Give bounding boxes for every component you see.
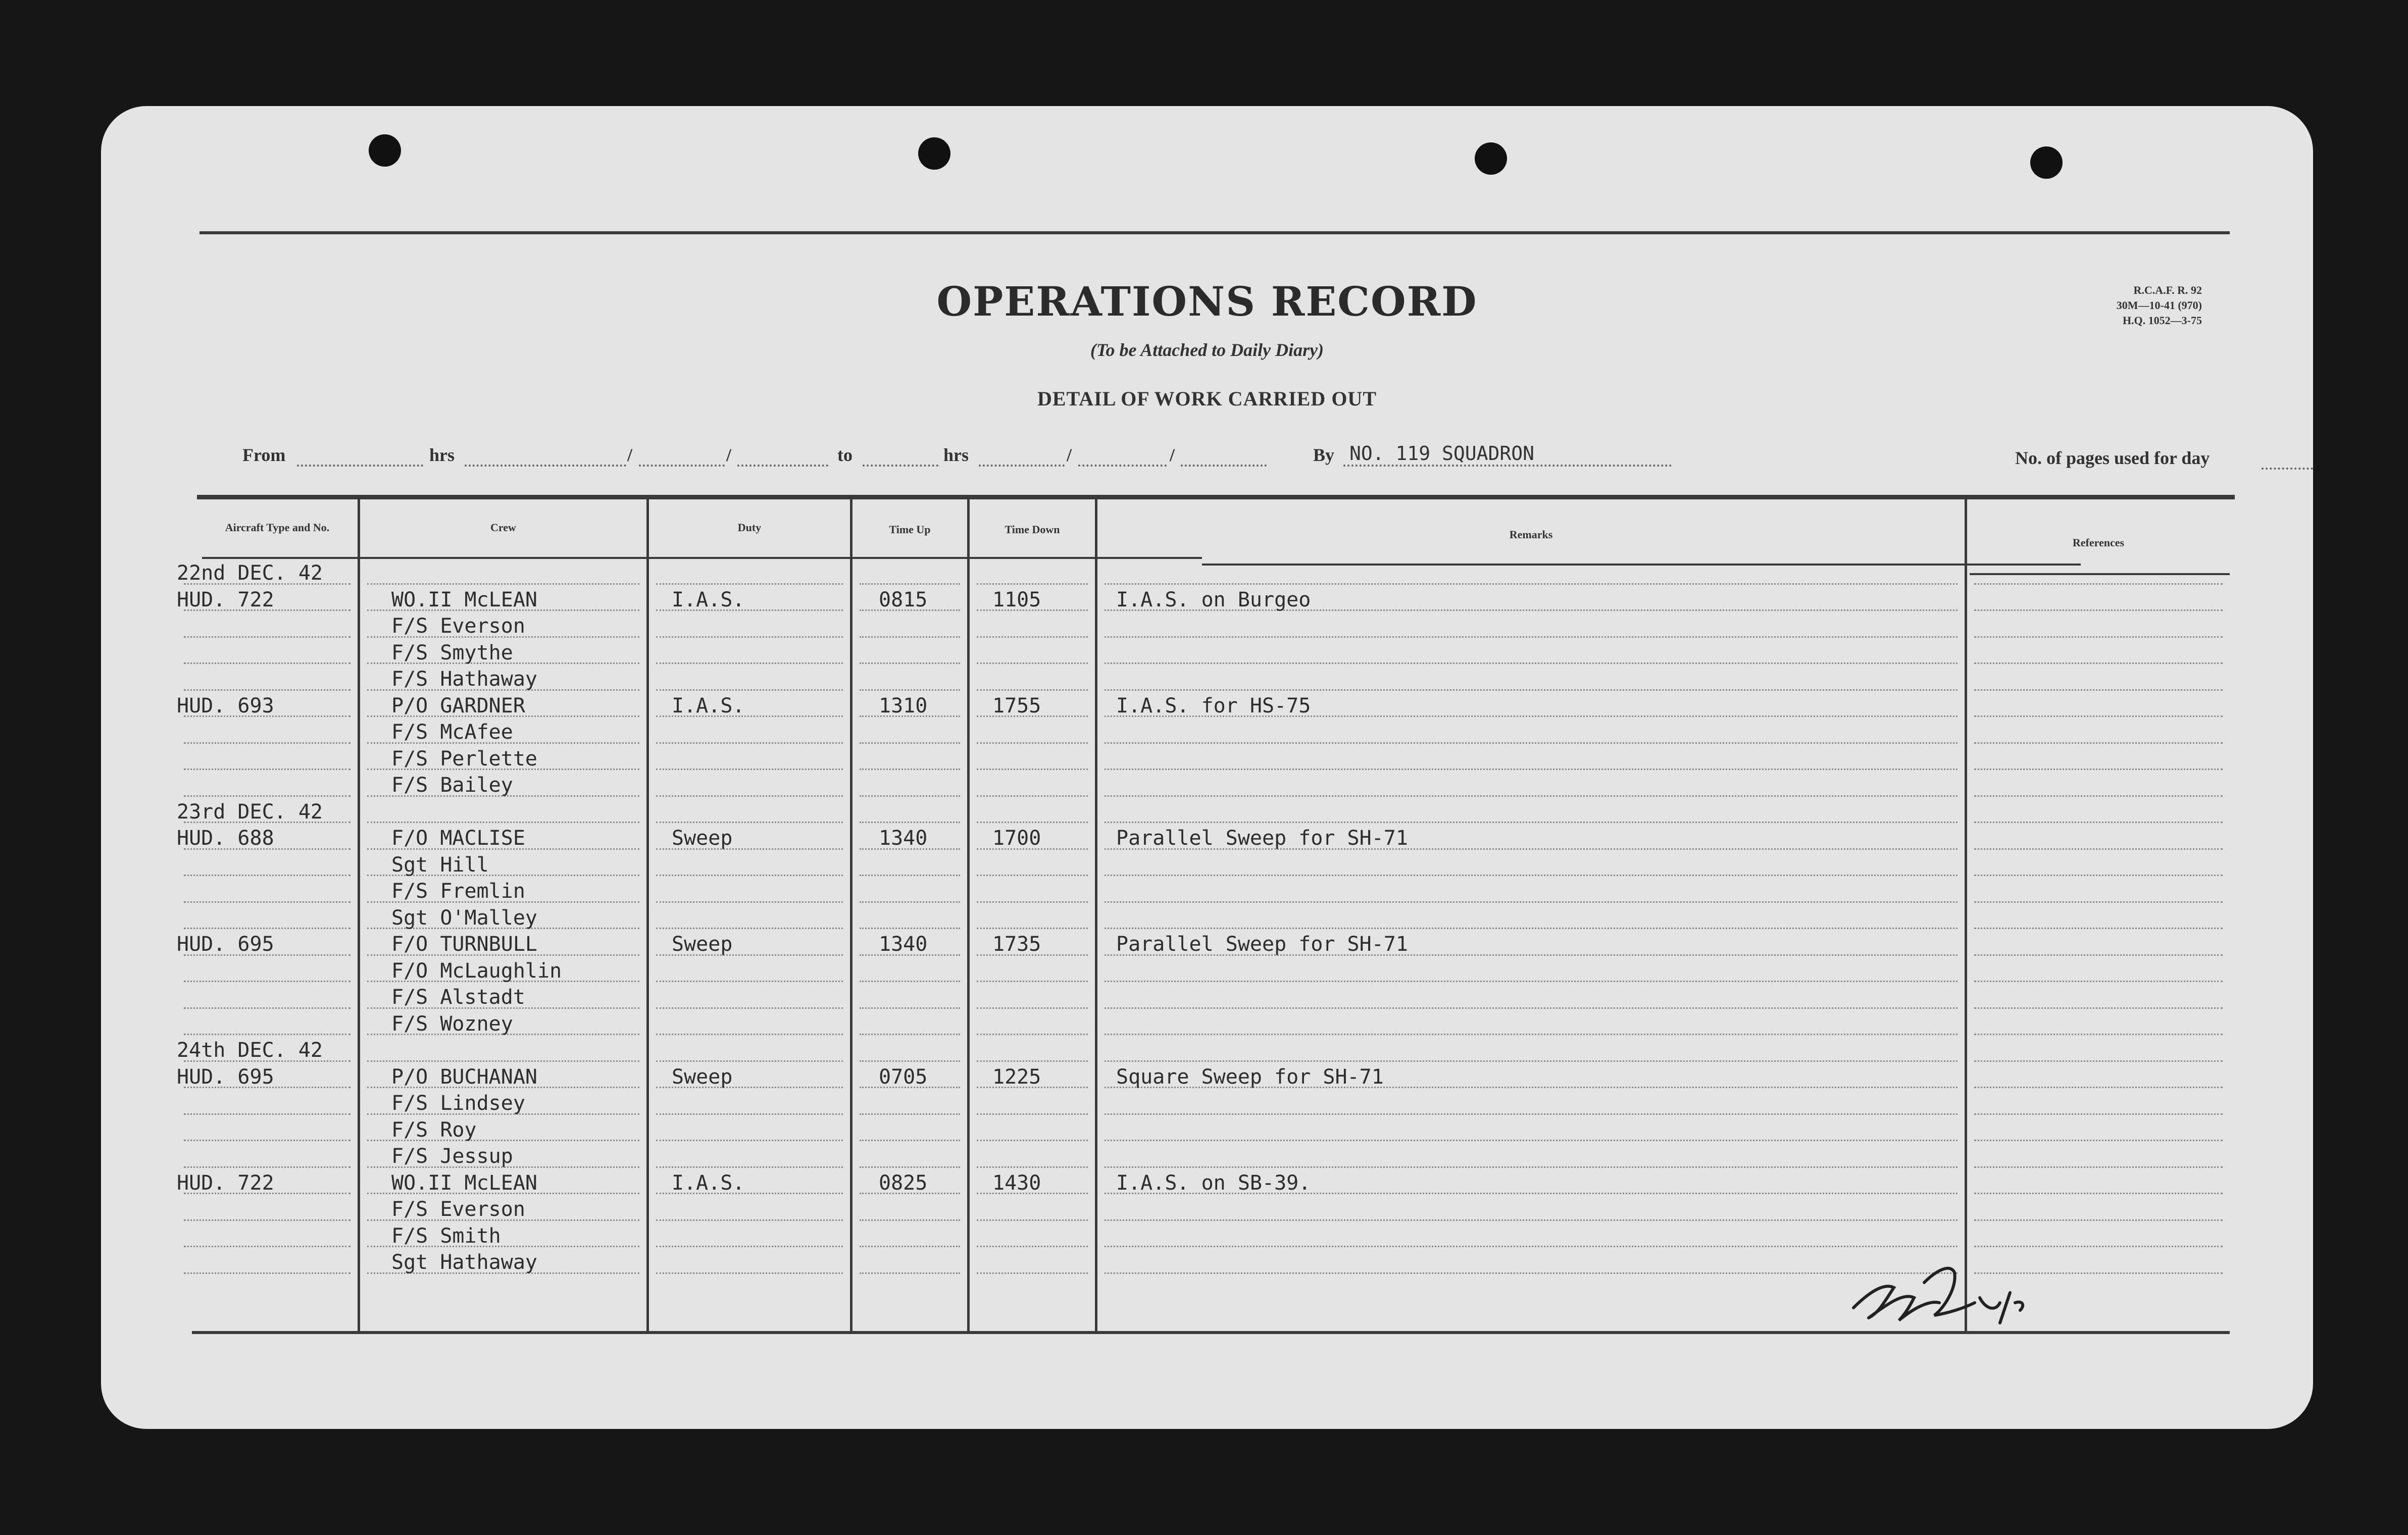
dotted-leader xyxy=(1105,662,1958,664)
column-divider xyxy=(850,497,852,1333)
crew-cell: P/O BUCHANAN xyxy=(391,1065,537,1089)
hrs-label: hrs xyxy=(429,445,455,465)
dotted-leader xyxy=(860,636,960,638)
aircraft-cell: HUD. 722 xyxy=(177,588,274,611)
crew-cell: F/S Roy xyxy=(391,1118,477,1142)
time-down-cell: 1430 xyxy=(992,1171,1041,1195)
crew-cell: F/S Smith xyxy=(391,1224,501,1248)
crew-cell: Sgt Hill xyxy=(391,853,489,877)
dotted-leader xyxy=(656,1166,843,1168)
crew-cell: P/O GARDNER xyxy=(391,694,525,718)
header-underline xyxy=(1970,573,2230,575)
dotted-leader xyxy=(977,583,1088,585)
crew-cell: F/S McAfee xyxy=(391,721,513,744)
dotted-leader xyxy=(860,583,960,585)
dotted-leader xyxy=(1974,742,2223,744)
crew-cell: WO.II McLEAN xyxy=(391,588,537,611)
dotted-leader xyxy=(184,1166,350,1168)
dotted-leader xyxy=(184,689,350,691)
dotted-leader xyxy=(977,689,1088,691)
punch-hole xyxy=(1475,142,1507,175)
dotted-leader xyxy=(184,795,350,797)
squadron-name: NO. 119 SQUADRON xyxy=(1349,442,1535,465)
dotted-leader xyxy=(977,795,1088,797)
dotted-leader xyxy=(860,1060,960,1062)
dotted-leader xyxy=(367,822,639,823)
dotted-leader xyxy=(656,689,843,691)
dotted-leader xyxy=(1974,1007,2223,1009)
date-slash: / xyxy=(1067,445,1072,465)
dotted-leader xyxy=(977,1272,1088,1274)
duty-cell: I.A.S. xyxy=(672,694,745,718)
dotted-leader xyxy=(367,583,639,585)
dotted-leader xyxy=(1974,1087,2223,1088)
dotted-leader xyxy=(860,795,960,797)
remarks-cell: Parallel Sweep for SH-71 xyxy=(1116,933,1408,956)
by-label: By xyxy=(1313,445,1335,465)
to-label: to xyxy=(837,445,852,465)
dotted-leader xyxy=(184,1113,350,1115)
crew-cell: F/S Alstadt xyxy=(391,986,525,1009)
dotted-leader xyxy=(1974,901,2223,903)
dotted-leader xyxy=(184,901,350,903)
dotted-leader xyxy=(184,928,350,929)
dotted-leader xyxy=(977,742,1088,744)
crew-cell: F/S Jessup xyxy=(391,1145,513,1168)
dotted-leader xyxy=(1105,1034,1958,1035)
dotted-leader xyxy=(860,1219,960,1221)
column-header-time-down: Time Down xyxy=(1005,523,1060,536)
punch-hole xyxy=(918,137,950,170)
dotted-leader xyxy=(1105,583,1958,585)
aircraft-cell: 23rd DEC. 42 xyxy=(177,800,323,824)
aircraft-cell: 24th DEC. 42 xyxy=(177,1039,323,1062)
dotted-leader xyxy=(656,636,843,638)
operations-record-sheet xyxy=(101,106,2313,1429)
dotted-leader xyxy=(184,981,350,982)
crew-cell: F/S Everson xyxy=(391,615,525,638)
table-top-rule xyxy=(197,495,2235,499)
aircraft-cell: HUD. 722 xyxy=(177,1171,274,1195)
top-rule xyxy=(199,231,2230,234)
dotted-leader xyxy=(1105,1060,1958,1062)
dotted-leader xyxy=(1974,583,2223,585)
dotted-leader xyxy=(656,822,843,823)
dotted-leader xyxy=(184,1007,350,1009)
dotted-leader xyxy=(1105,1113,1958,1115)
dotted-leader xyxy=(184,769,350,770)
handwritten-initials xyxy=(1848,1252,2061,1333)
dotted-leader xyxy=(1105,1246,1958,1247)
time-up-cell: 0705 xyxy=(879,1065,928,1089)
crew-cell: F/S Smythe xyxy=(391,641,513,664)
column-divider xyxy=(967,497,970,1333)
crew-cell: F/S Wozney xyxy=(391,1012,513,1036)
dotted-leader xyxy=(1974,848,2223,850)
time-down-cell: 1105 xyxy=(992,588,1041,611)
column-header-remarks: Remarks xyxy=(1509,528,1553,541)
dotted-leader xyxy=(860,981,960,982)
dotted-leader xyxy=(1105,769,1958,770)
dotted-leader xyxy=(977,822,1088,823)
year-field xyxy=(1181,448,1267,467)
date-slash: / xyxy=(726,445,732,465)
dotted-leader xyxy=(1974,1166,2223,1168)
dotted-leader xyxy=(1974,1060,2223,1062)
dotted-leader xyxy=(1974,875,2223,876)
dotted-leader xyxy=(977,875,1088,876)
dotted-leader xyxy=(860,769,960,770)
dotted-leader xyxy=(977,636,1088,638)
aircraft-cell: HUD. 695 xyxy=(177,1065,274,1089)
duty-cell: I.A.S. xyxy=(672,1171,745,1195)
dotted-leader xyxy=(1974,1113,2223,1115)
dotted-leader xyxy=(860,1166,960,1168)
pages-field xyxy=(2262,451,2313,470)
time-up-cell: 1340 xyxy=(879,933,928,956)
time-up-cell: 1310 xyxy=(879,694,928,718)
dotted-leader xyxy=(1105,1140,1958,1141)
dotted-leader xyxy=(860,1272,960,1274)
dotted-leader xyxy=(977,1034,1088,1035)
form-reference xyxy=(2117,283,2202,328)
month-field xyxy=(1078,448,1167,467)
dotted-leader xyxy=(860,822,960,823)
time-up-cell: 0815 xyxy=(879,588,928,611)
column-divider xyxy=(358,497,360,1333)
hrs-label: hrs xyxy=(943,445,969,465)
dotted-leader xyxy=(1974,1246,2223,1247)
duty-cell: Sweep xyxy=(672,827,733,850)
remarks-cell: Parallel Sweep for SH-71 xyxy=(1116,827,1408,850)
form-ref-line: 30M—10-41 (970) xyxy=(2116,299,2202,312)
dotted-leader xyxy=(656,928,843,929)
dotted-leader xyxy=(1974,689,2223,691)
dotted-leader xyxy=(656,662,843,664)
crew-cell: F/S Lindsey xyxy=(391,1092,525,1115)
column-header-crew: Crew xyxy=(490,521,516,534)
dotted-leader xyxy=(1105,636,1958,638)
dotted-leader xyxy=(1974,769,2223,770)
dotted-leader xyxy=(1974,954,2223,956)
from-field xyxy=(297,448,423,467)
aircraft-cell: 22nd DEC. 42 xyxy=(177,561,323,585)
column-header-duty: Duty xyxy=(737,521,762,534)
crew-cell: F/O McLaughlin xyxy=(391,959,562,983)
column-divider xyxy=(646,497,649,1333)
dotted-leader xyxy=(860,1113,960,1115)
crew-cell: Sgt O'Malley xyxy=(391,906,537,930)
dotted-leader xyxy=(656,1060,843,1062)
time-down-cell: 1755 xyxy=(992,694,1041,718)
to-field xyxy=(863,448,938,467)
column-header-aircraft: Aircraft Type and No. xyxy=(225,521,330,534)
dotted-leader xyxy=(1105,795,1958,797)
crew-cell: F/S Hathaway xyxy=(391,668,537,691)
form-ref-line: H.Q. 1052—3-75 xyxy=(2122,314,2202,327)
dotted-leader xyxy=(656,981,843,982)
duty-cell: Sweep xyxy=(672,933,733,956)
dotted-leader xyxy=(656,1034,843,1035)
dotted-leader xyxy=(1974,822,2223,823)
form-title: OPERATIONS RECORD xyxy=(936,278,1478,325)
dotted-leader xyxy=(860,1034,960,1035)
dotted-leader xyxy=(977,1060,1088,1062)
punch-hole xyxy=(2030,146,2063,179)
day-field xyxy=(465,448,626,467)
dotted-leader xyxy=(1105,822,1958,823)
dotted-leader xyxy=(656,583,843,585)
duty-cell: Sweep xyxy=(672,1065,733,1089)
crew-cell: F/O TURNBULL xyxy=(391,933,537,956)
dotted-leader xyxy=(656,875,843,876)
time-up-cell: 1340 xyxy=(879,827,928,850)
dotted-leader xyxy=(184,1219,350,1221)
form-ref-line: R.C.A.F. R. 92 xyxy=(2133,284,2202,296)
dotted-leader xyxy=(977,1140,1088,1141)
dotted-leader xyxy=(977,928,1088,929)
dotted-leader xyxy=(1974,795,2223,797)
duty-cell: I.A.S. xyxy=(672,588,745,611)
dotted-leader xyxy=(656,1246,843,1247)
dotted-leader xyxy=(1974,1193,2223,1194)
dotted-leader xyxy=(184,1140,350,1141)
dotted-leader xyxy=(1974,609,2223,611)
dotted-leader xyxy=(977,1219,1088,1221)
day-field xyxy=(979,448,1065,467)
dotted-leader xyxy=(1105,1272,1958,1274)
dotted-leader xyxy=(860,742,960,744)
dotted-leader xyxy=(184,1272,350,1274)
form-subtitle: (To be Attached to Daily Diary) xyxy=(1090,340,1324,360)
crew-cell: F/S Perlette xyxy=(391,747,537,771)
column-header-time-up: Time Up xyxy=(889,523,931,536)
dotted-leader xyxy=(184,875,350,876)
dotted-leader xyxy=(860,1140,960,1141)
dotted-leader xyxy=(1105,1219,1958,1221)
column-divider xyxy=(1965,497,1967,1333)
crew-cell: F/S Everson xyxy=(391,1198,525,1221)
dotted-leader xyxy=(1105,981,1958,982)
dotted-leader xyxy=(656,1007,843,1009)
dotted-leader xyxy=(656,795,843,797)
dotted-leader xyxy=(1974,1034,2223,1035)
dotted-leader xyxy=(656,769,843,770)
pages-label: No. of pages used for day xyxy=(2015,448,2210,468)
dotted-leader xyxy=(1105,875,1958,876)
dotted-leader xyxy=(656,742,843,744)
dotted-leader xyxy=(860,1007,960,1009)
dotted-leader xyxy=(977,1113,1088,1115)
from-label: From xyxy=(242,445,286,465)
dotted-leader xyxy=(1974,1140,2223,1141)
dotted-leader xyxy=(656,1140,843,1141)
crew-cell: WO.II McLEAN xyxy=(391,1171,537,1195)
time-down-cell: 1700 xyxy=(992,827,1041,850)
punch-hole xyxy=(369,134,401,167)
dotted-leader xyxy=(656,901,843,903)
dotted-leader xyxy=(860,901,960,903)
dotted-leader xyxy=(656,1113,843,1115)
dotted-leader xyxy=(860,662,960,664)
dotted-leader xyxy=(184,742,350,744)
crew-cell: Sgt Hathaway xyxy=(391,1251,537,1274)
dotted-leader xyxy=(977,1246,1088,1247)
dotted-leader xyxy=(1105,742,1958,744)
dotted-leader xyxy=(1105,928,1958,929)
aircraft-cell: HUD. 688 xyxy=(177,827,274,850)
dotted-leader xyxy=(1105,1166,1958,1168)
dotted-leader xyxy=(977,901,1088,903)
dotted-leader xyxy=(184,636,350,638)
dotted-leader xyxy=(977,981,1088,982)
crew-cell: F/S Bailey xyxy=(391,774,513,797)
dotted-leader xyxy=(1974,1219,2223,1221)
date-slash: / xyxy=(627,445,633,465)
month-field xyxy=(639,448,725,467)
dotted-leader xyxy=(1974,928,2223,929)
dotted-leader xyxy=(977,769,1088,770)
dotted-leader xyxy=(1974,715,2223,717)
dotted-leader xyxy=(1974,981,2223,982)
time-down-cell: 1735 xyxy=(992,933,1041,956)
dotted-leader xyxy=(184,1034,350,1035)
dotted-leader xyxy=(367,1060,639,1062)
dotted-leader xyxy=(1105,901,1958,903)
form-detail-heading: DETAIL OF WORK CARRIED OUT xyxy=(1037,387,1377,410)
dotted-leader xyxy=(184,662,350,664)
remarks-cell: I.A.S. on Burgeo xyxy=(1116,588,1311,611)
remarks-cell: Square Sweep for SH-71 xyxy=(1116,1065,1384,1089)
date-slash: / xyxy=(1170,445,1175,465)
dotted-leader xyxy=(977,662,1088,664)
dotted-leader xyxy=(977,1007,1088,1009)
aircraft-cell: HUD. 695 xyxy=(177,933,274,956)
dotted-leader xyxy=(860,689,960,691)
year-field xyxy=(737,448,828,467)
dotted-leader xyxy=(1105,689,1958,691)
dotted-leader xyxy=(1974,662,2223,664)
remarks-cell: I.A.S. on SB-39. xyxy=(1116,1171,1311,1195)
column-header-references: References xyxy=(2072,536,2125,549)
dotted-leader xyxy=(656,1219,843,1221)
time-up-cell: 0825 xyxy=(879,1171,928,1195)
remarks-cell: I.A.S. for HS-75 xyxy=(1116,694,1311,718)
aircraft-cell: HUD. 693 xyxy=(177,694,274,718)
header-underline xyxy=(364,557,1202,559)
dotted-leader xyxy=(860,928,960,929)
dotted-leader xyxy=(1105,1007,1958,1009)
dotted-leader xyxy=(656,1272,843,1274)
crew-cell: F/S Fremlin xyxy=(391,880,525,903)
crew-cell: F/O MACLISE xyxy=(391,827,525,850)
column-divider xyxy=(1095,497,1097,1333)
dotted-leader xyxy=(977,1166,1088,1168)
dotted-leader xyxy=(184,1246,350,1247)
dotted-leader xyxy=(1974,636,2223,638)
dotted-leader xyxy=(860,875,960,876)
header-underline xyxy=(1202,564,2081,566)
dotted-leader xyxy=(860,1246,960,1247)
time-down-cell: 1225 xyxy=(992,1065,1041,1089)
